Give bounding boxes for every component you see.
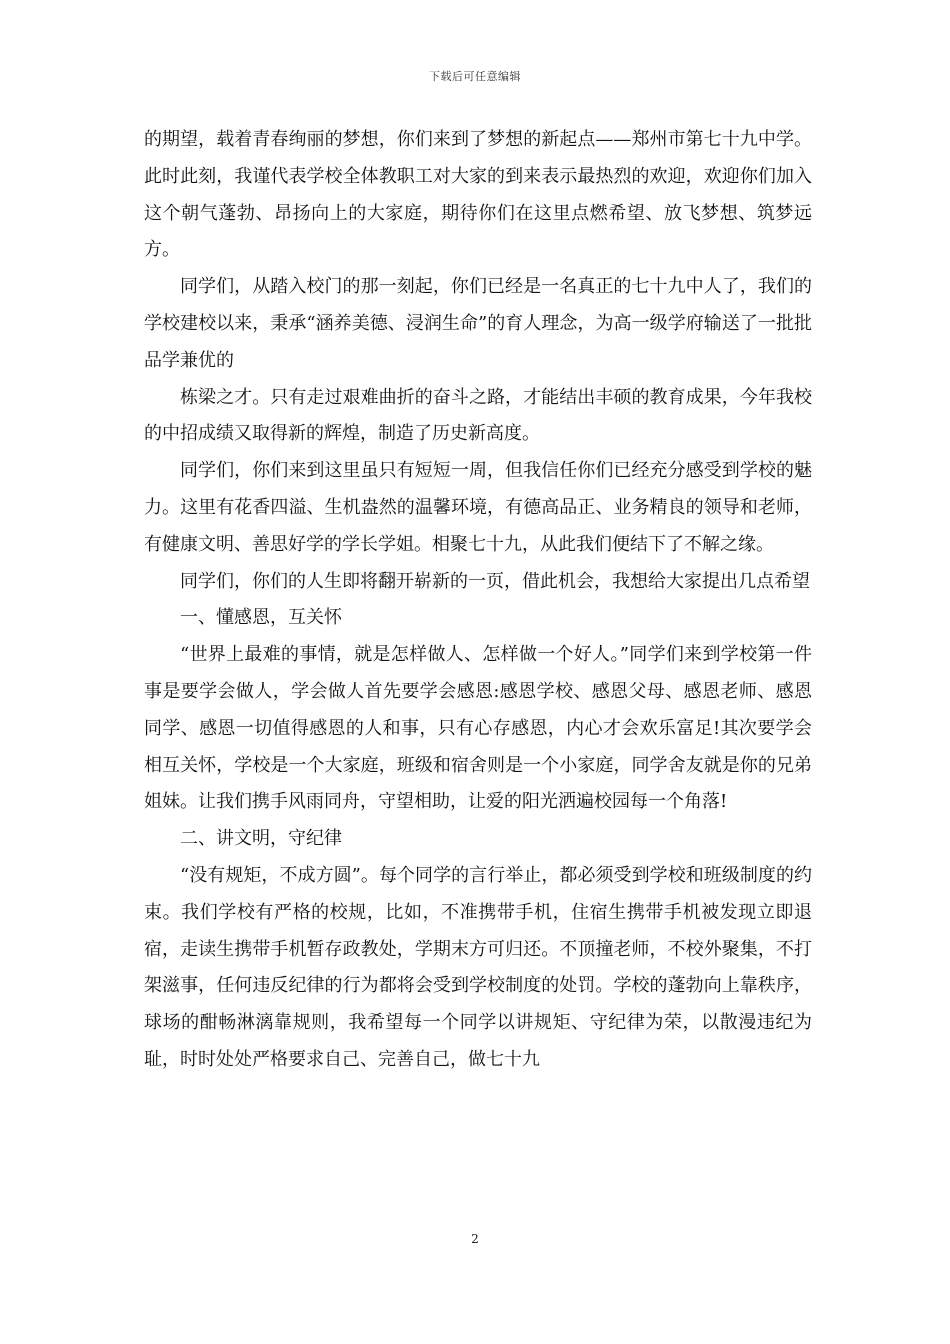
paragraph-school-charm: 同学们，你们来到这里虽只有短短一周，但我信任你们已经充分感受到学校的魅力。这里有花香四溢、生机盎然的温馨环境，有德高品正、业务精良的领导和老师，有健康文明、善思好学的学长学姐。相聚七十九，从此我们便结下了不解之缘。 bbox=[144, 460, 812, 555]
section-heading-discipline: 二、讲文明，守纪律 bbox=[180, 828, 342, 850]
paragraph-school-history: 同学们，从踏入校门的那一刻起，你们已经是一名真正的七十九中人了，我们的学校建校以来，秉承“涵养美德、浸润生命”的育人理念，为高一级学府输送了一批批品学兼优的 bbox=[144, 276, 812, 371]
document-body bbox=[144, 122, 812, 1079]
section-heading-gratitude: 一、懂感恩，互关怀 bbox=[180, 607, 342, 629]
page-header: 下载后可任意编辑 bbox=[429, 70, 521, 83]
paragraph-discipline: “没有规矩，不成方圆”。每个同学的言行举止，都必须受到学校和班级制度的约束。我们学校有严格的校规，比如，不准携带手机，住宿生携带手机被发现立即退宿，走读生携带手机暂存政教处，学期末方可归还。不顶撞老师，不校外聚集，不打架滋事，任何违反纪律的行为都将会受到学校制度的处罚。学校的蓬勃向上靠秩序，球场的酣畅淋漓靠规则，我希望每一个同学以讲规矩、守纪律为荣，以散漫违纪为耻，时时处处严格要求自己、完善自己，做七十九 bbox=[144, 864, 812, 1070]
paragraph-gratitude: “世界上最难的事情，就是怎样做人、怎样做一个好人。”同学们来到学校第一件事是要学会做人，学会做人首先要学会感恩:感恩学校、感恩父母、感恩老师、感恩同学、感恩一切值得感恩的人和事，只有心存感恩，内心才会欢乐富足!其次要学会相互关怀，学校是一个大家庭，班级和宿舍则是一个小家庭，同学舍友就是你的兄弟姐妹。让我们携手风雨同舟，守望相助，让爱的阳光洒遍校园每一个角落! bbox=[144, 644, 812, 813]
paragraph-hopes-intro: 同学们，你们的人生即将翻开崭新的一页，借此机会，我想给大家提出几点希望 bbox=[180, 570, 810, 592]
paragraph-welcome: 的期望，载着青春绚丽的梦想，你们来到了梦想的新起点——郑州市第七十九中学。此时此刻，我谨代表学校全体教职工对大家的到来表示最热烈的欢迎，欢迎你们加入这个朝气蓬勃、昂扬向上的大家庭，期待你们在这里点燃希望、放飞梦想、筑梦远方。 bbox=[144, 129, 812, 261]
paragraph-achievements: 栋梁之才。只有走过艰难曲折的奋斗之路，才能结出丰硕的教育成果，今年我校的中招成绩又取得新的辉煌，制造了历史新高度。 bbox=[144, 386, 812, 445]
page-number: 2 bbox=[471, 1232, 479, 1246]
